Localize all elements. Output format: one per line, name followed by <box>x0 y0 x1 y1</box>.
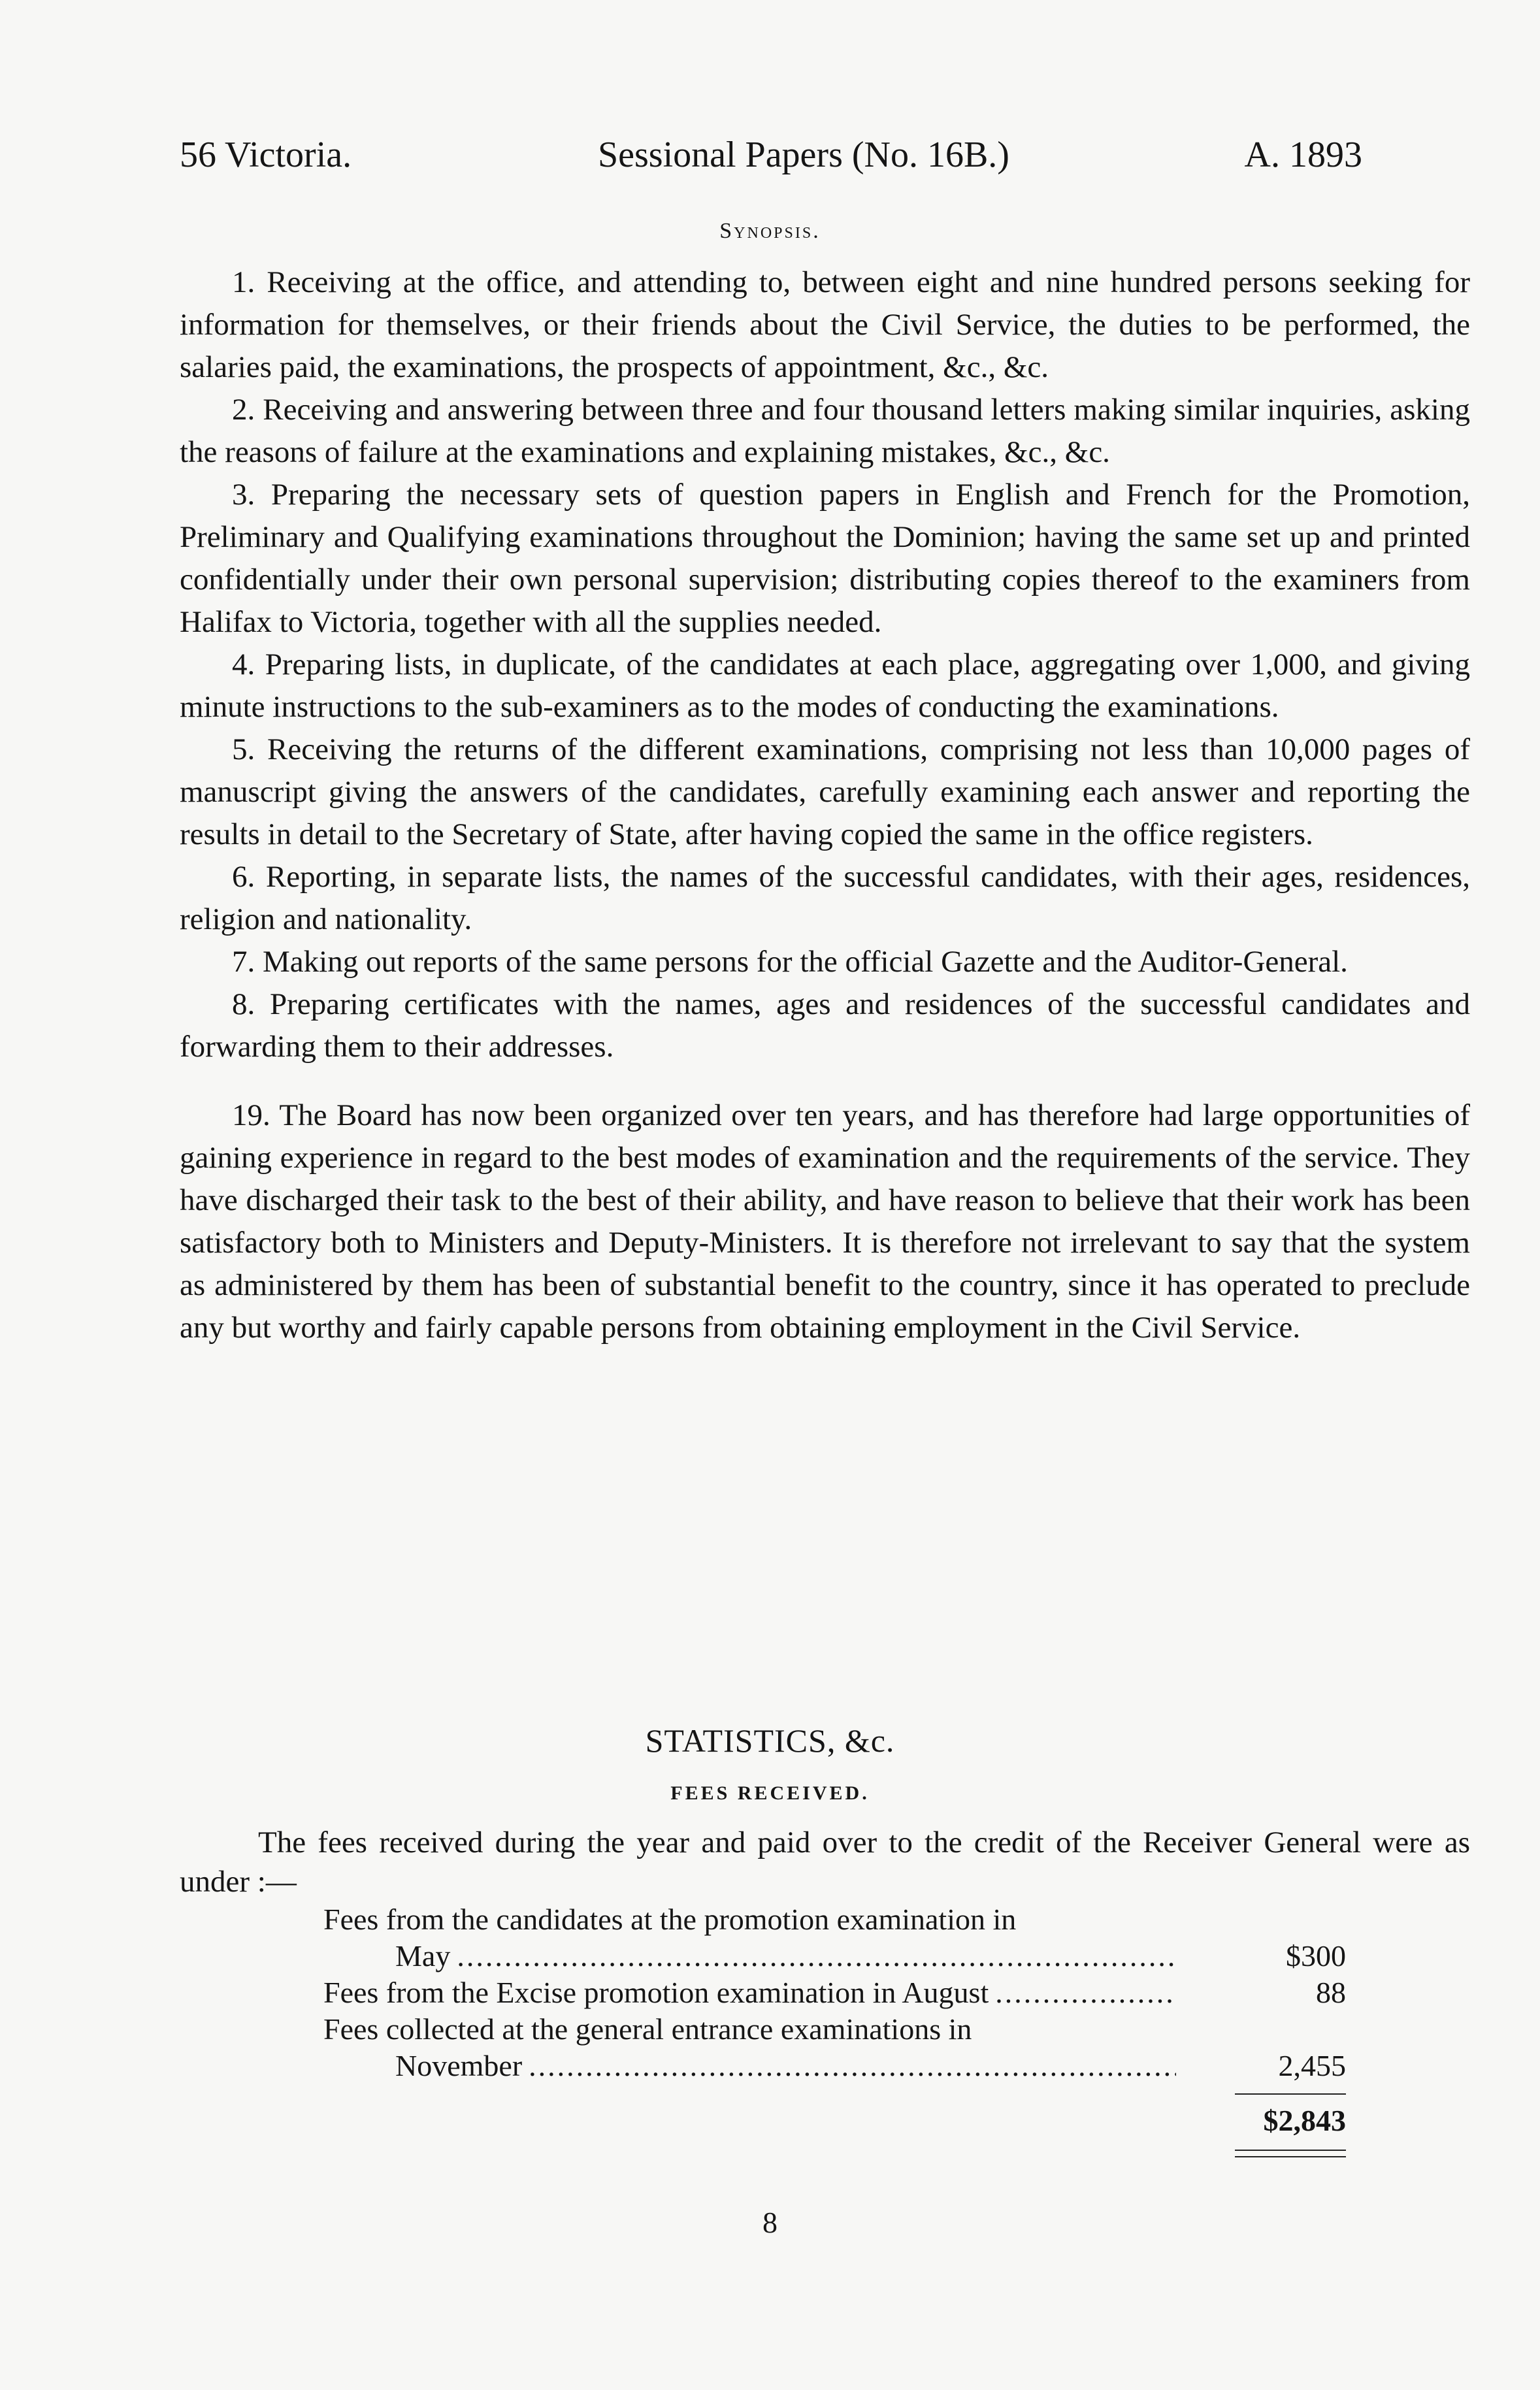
leader-dots <box>529 2048 1176 2084</box>
fees-total-row <box>323 2093 1346 2165</box>
fee-amount: $300 <box>1286 1939 1346 1973</box>
synopsis-body <box>180 261 1470 1349</box>
header-session: 56 Victoria. <box>180 135 352 175</box>
fee-row-entrance <box>323 2011 1346 2084</box>
fee-row-excise <box>323 1974 1346 2011</box>
statistics-heading: STATISTICS, &c. <box>645 1722 895 1759</box>
page-number: 8 <box>762 2206 778 2239</box>
synopsis-item-5: 5. Receiving the returns of the different examinations, comprising not less than 10,000 pages of manuscript giving the answers of the candidates, carefully examining each answer and reporting the results in detail to the Secretary of State, after having copied the same in the office registers. <box>180 732 1470 851</box>
synopsis-item-4: 4. Preparing lists, in duplicate, of the candidates at each place, aggregating over 1,000, and giving minute instructions to the sub-examiners as to the modes of conducting the examinations. <box>180 647 1470 724</box>
leader-dots <box>457 1938 1176 1974</box>
synopsis-item-7: 7. Making out reports of the same persons for the official Gazette and the Auditor-General. <box>232 945 1348 979</box>
fee-description: Fees collected at the general entrance examinations in <box>323 2012 972 2046</box>
synopsis-item-8: 8. Preparing certificates with the names, ages and residences of the successful candidates and forwarding them to their addresses. <box>180 987 1470 1064</box>
synopsis-heading: Synopsis. <box>719 219 821 243</box>
running-header <box>180 134 1362 193</box>
fee-amount: 2,455 <box>1278 2049 1346 2082</box>
fees-intro: The fees received during the year and paid over to the credit of the Receiver General were as under :— <box>180 1825 1470 1899</box>
fees-table <box>323 1901 1346 2165</box>
paragraph-19: 19. The Board has now been organized over ten years, and has therefore had large opportunities of gaining experience in regard to the best modes of examination and the requirements of the service. They have discharged their task to the best of their ability, and have reason to believe that their work has been satisfactory both to Ministers and Deputy-Ministers. It is therefore not irrelevant to say that the system as administered by them has been of substantial benefit to the country, since it has operated to preclude any but worthy and fairly capable persons from obtaining employment in the Civil Service. <box>180 1098 1470 1345</box>
header-year: A. 1893 <box>1244 135 1362 175</box>
total-rule <box>1235 2093 1346 2095</box>
leader-dots <box>995 1974 1176 2011</box>
synopsis-item-2: 2. Receiving and answering between three and four thousand letters making similar inquiries, asking the reasons of failure at the examinations and explaining mistakes, &c., &c. <box>180 393 1470 469</box>
fee-description-cont: November <box>395 2049 523 2082</box>
fees-total: $2,843 <box>1263 2104 1346 2137</box>
fee-amount: 88 <box>1316 1976 1346 2009</box>
fee-description: Fees from the candidates at the promotion examination in <box>323 1903 1017 1936</box>
total-double-rule <box>1235 2150 1346 2157</box>
fee-description-cont: May <box>395 1939 451 1973</box>
fee-description: Fees from the Excise promotion examination in August <box>323 1976 989 2009</box>
synopsis-item-3: 3. Preparing the necessary sets of question papers in English and French for the Promotion, Preliminary and Qualifying examinations throughout the Dominion; having the same set up and printed confidentially under their own personal supervision; distributing copies thereof to the examiners from Halifax to Victoria, together with all the supplies needed. <box>180 478 1470 639</box>
synopsis-item-1: 1. Receiving at the office, and attending to, between eight and nine hundred persons seeking for information for themselves, or their friends about the Civil Service, the duties to be performed, the salaries paid, the examinations, the prospects of appointment, &c., &c. <box>180 265 1470 384</box>
header-sessional-papers: Sessional Papers (No. 16B.) <box>598 135 1009 175</box>
fees-received-heading: FEES RECEIVED. <box>670 1782 870 1804</box>
fee-row-promotion <box>323 1901 1346 1974</box>
synopsis-item-6: 6. Reporting, in separate lists, the names of the successful candidates, with their ages, residences, religion and nationality. <box>180 860 1470 936</box>
